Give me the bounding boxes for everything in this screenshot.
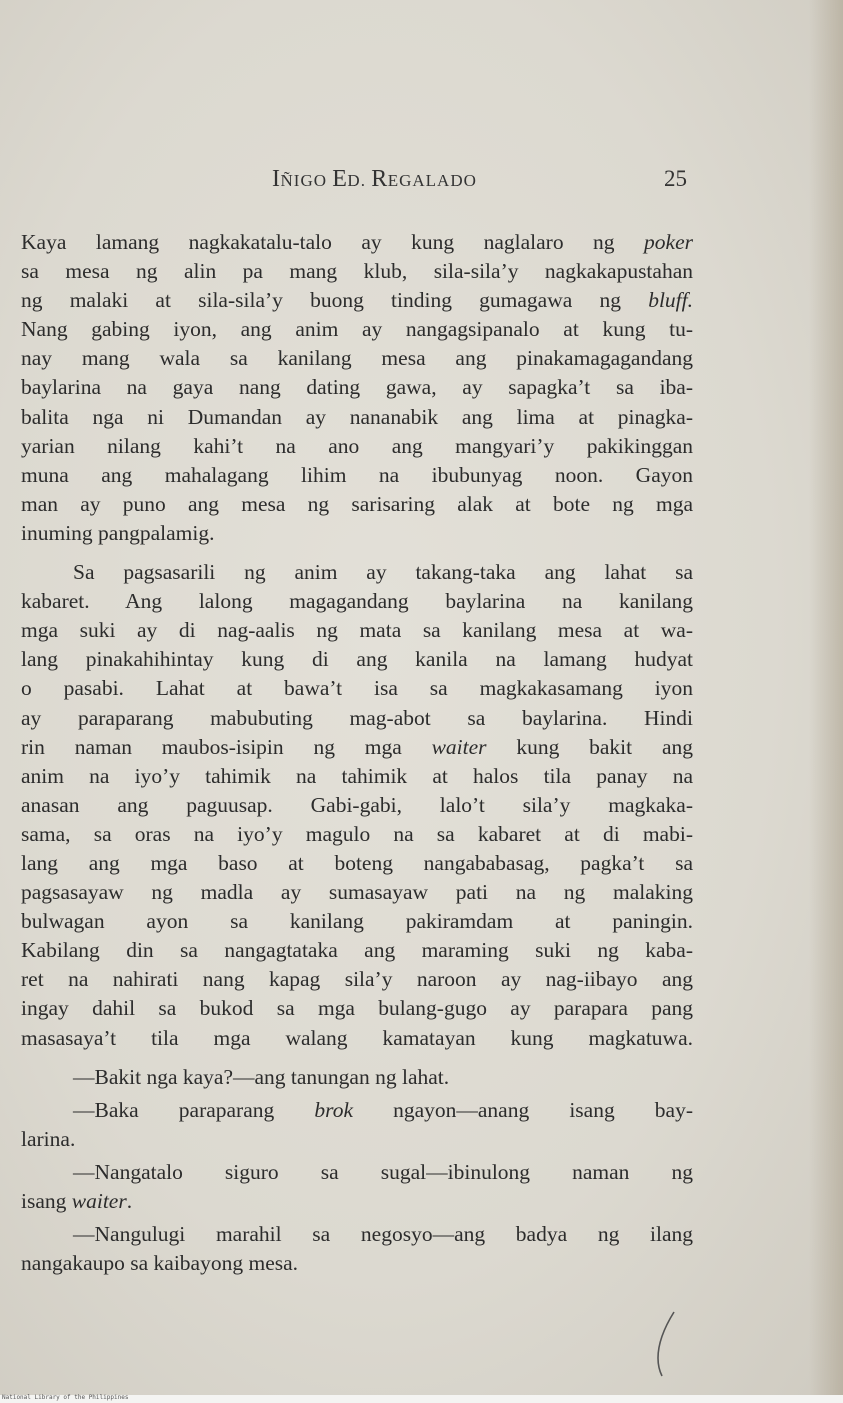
running-head-d: D. [347, 171, 372, 190]
text-line: —Bakit nga kaya?—ang tanungan ng lahat. [73, 1064, 450, 1089]
text-line: lang ang mga baso at boteng nangababasag, pagka’t sa [21, 850, 693, 875]
text-line: —Baka paraparang brok ngayon—anang isang bay- [73, 1097, 694, 1122]
text-line: Sa pagsasarili ng anim ay takang-taka ang lahat sa [73, 560, 693, 585]
text-line: anasan ang paguusap. Gabi-gabi, lalo’t sila’y magkaka- [21, 792, 693, 817]
running-head-nigo: ÑIGO [280, 171, 333, 190]
page-edge-shadow [809, 0, 843, 1395]
running-head-egalado: EGALADO [387, 171, 477, 190]
text-line: masasaya’t tila mga walang kamatayan kung magkatuwa. [21, 1025, 693, 1050]
text-line: Kabilang din sa nangagtataka ang maraming suki ng kaba- [21, 938, 693, 963]
running-head-initial-i: I [272, 166, 281, 192]
text-line: ay paraparang mabubuting mag-abot sa baylarina. Hindi [21, 705, 693, 730]
dialogue-paragraph [21, 1096, 693, 1154]
text-line: bulwagan ayon sa kanilang pakiramdam at paningin. [21, 909, 693, 934]
text-line: kabaret. Ang lalong magagandang baylarina na kanilang [21, 589, 693, 614]
text-line: nay mang wala sa kanilang mesa ang pinakamagagandang [21, 346, 693, 371]
text-line: muna ang mahalagang lihim na ibubunyag noon. Gayon [21, 462, 693, 487]
text-line: Kaya lamang nagkakatalu-talo ay kung naglalaro ng poker [21, 230, 693, 254]
text-line: larina. [21, 1126, 76, 1151]
italic-word: waiter [71, 1189, 127, 1213]
dialogue-paragraph [21, 1158, 693, 1216]
text-line: man ay puno ang mesa ng sarisaring alak at bote ng mga [21, 491, 693, 516]
text-line: mga suki ay di nag-aalis ng mata sa kanilang mesa at wa- [21, 618, 693, 643]
page-header [0, 166, 843, 198]
text-line: —Nangulugi marahil sa negosyo—ang badya ng ilang [73, 1222, 693, 1247]
dialogue-paragraph [21, 1220, 693, 1278]
text-line: o pasabi. Lahat at bawa’t isa sa magkakasamang iyon [21, 676, 693, 701]
text-line: ingay dahil sa bukod sa mga bulang-gugo ay parapara pang [21, 996, 693, 1021]
text-line: pagsasayaw ng madla ay sumasayaw pati na ng malaking [21, 880, 693, 905]
italic-word: brok [314, 1097, 353, 1122]
text-line: sama, sa oras na iyo’y magulo na sa kabaret at di mabi- [21, 821, 693, 846]
running-head-initial-e: E [332, 166, 348, 192]
text-line: rin naman maubos-isipin ng mga waiter kung bakit ang [21, 734, 693, 759]
pencil-mark [652, 1310, 682, 1380]
paragraph-1 [21, 228, 693, 548]
text-line: —Nangatalo siguro sa sugal—ibinulong naman ng [73, 1159, 693, 1184]
text-line: anim na iyo’y tahimik na tahimik at halos tila panay na [21, 763, 693, 788]
dialogue-block [21, 1063, 693, 1279]
footer-credit-bar [0, 1395, 843, 1403]
running-head-initial-r: R [371, 166, 388, 192]
text-line: nangakaupo sa kaibayong mesa. [21, 1251, 299, 1276]
running-head [272, 166, 477, 193]
dialogue-paragraph [21, 1063, 693, 1092]
italic-word: poker [644, 230, 693, 254]
text-line: yarian nilang kahi’t na ano ang mangyari’y pakikinggan [21, 433, 693, 458]
page-number: 25 [664, 166, 687, 191]
text-line: isang waiter. [21, 1189, 133, 1213]
text-line: lang pinakahihintay kung di ang kanila na lamang hudyat [21, 647, 693, 672]
body-text [21, 228, 693, 1282]
text-line: ret na nahirati nang kapag sila’y naroon ay nag-iibayo ang [21, 967, 693, 992]
italic-word: bluff. [648, 288, 693, 313]
text-line: sa mesa ng alin pa mang klub, sila-sila’y nagkakapustahan [21, 259, 693, 284]
paragraph-2 [21, 558, 693, 1053]
library-credit: National Library of the Philippines [2, 1394, 129, 1401]
text-line: Nang gabing iyon, ang anim ay nangagsipanalo at kung tu- [21, 317, 693, 342]
text-line: ng malaki at sila-sila’y buong tinding gumagawa ng bluff. [21, 288, 693, 313]
text-line: balita nga ni Dumandan ay nananabik ang lima at pinagka- [21, 404, 693, 429]
italic-word: waiter [431, 734, 487, 759]
text-line: baylarina na gaya nang dating gawa, ay sapagka’t sa iba- [21, 375, 693, 400]
text-line: inuming pangpalamig. [21, 520, 215, 545]
